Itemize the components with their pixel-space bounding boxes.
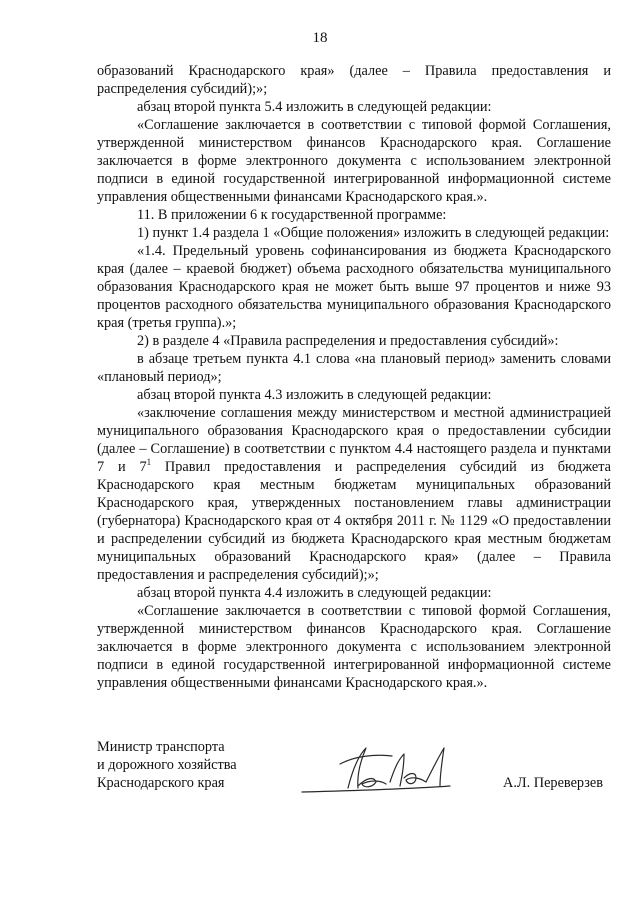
paragraph-4: 11. В приложении 6 к государственной программе: [137, 207, 447, 223]
handwritten-signature [300, 742, 470, 802]
page-number: 18 [312, 30, 328, 46]
signature-strokes [302, 748, 450, 792]
position-line-3: Краснодарского края [97, 775, 225, 791]
position-line-1: Министр транспорта [97, 739, 225, 755]
paragraph-10: абзац второй пункта 4.4 изложить в следующей редакции: [137, 585, 492, 601]
signatory-position [97, 738, 237, 792]
paragraph-7: 2) в разделе 4 «Правила распределения и предоставления субсидий»: [137, 333, 559, 349]
paragraph-6: «1.4. Предельный уровень софинансирования из бюджета Краснодарского края (далее – краевой бюджет) объема расходного обязательства муниципального образования Краснодарского края не может быть выше 97 процентов и ниже 93 процентов расходного обязательства муниципального образования Краснодарского края (третья группа).»; [97, 243, 611, 331]
position-line-2: и дорожного хозяйства [97, 757, 237, 773]
document-body [97, 62, 611, 692]
paragraph-1: образований Краснодарского края» (далее – Правила предоставления и распределения субсидий);»; [97, 63, 611, 97]
conclusion-text-end: Правил предоставления и распределения субсидий из бюджета Краснодарского края местным бюджетам муниципальных образований Краснодарского края, утвержденных постановлением главы администрации (губернатора) Краснодарского края от 4 октября 2011 г. № 1129 «О предоставлении и распределении субсидий из бюджета Краснодарского края местным бюджетам муниципальных образований Краснодарского края» (далее – Правила предоставления и распределения субсидий);»; [97, 459, 611, 583]
conclusion-text-start: «заключение соглашения между министерством и местной администрацией муниципального образования Краснодарского края о предоставлении субсидии (далее – Соглашение) в соответствии с пунктом 4.4 настоящего раздела и пунктами 7 и 7 [97, 405, 611, 475]
paragraph-9: абзац второй пункта 4.3 изложить в следующей редакции: [137, 387, 492, 403]
paragraph-conclusion [97, 404, 611, 584]
superscript-index: 1 [146, 457, 152, 467]
paragraph-5: 1) пункт 1.4 раздела 1 «Общие положения» изложить в следующей редакции: [137, 225, 610, 241]
paragraph-8: в абзаце третьем пункта 4.1 слова «на плановый период» заменить словами «плановый период»; [97, 351, 611, 385]
signer-name: А.Л. Переверзев [503, 775, 603, 791]
paragraph-2: абзац второй пункта 5.4 изложить в следующей редакции: [137, 99, 492, 115]
paragraph-3: «Соглашение заключается в соответствии с типовой формой Соглашения, утвержденной министерством финансов Краснодарского края. Соглашение заключается в форме электронного документа с использованием электронной подписи в единой государственной интегрированной информационной системе управления общественными финансами Краснодарского края.». [97, 117, 611, 205]
paragraph-11: «Соглашение заключается в соответствии с типовой формой Соглашения, утвержденной министерством финансов Краснодарского края. Соглашение заключается в форме электронного документа с использованием электронной подписи в единой государственной интегрированной информационной системе управления общественными финансами Краснодарского края.». [97, 603, 611, 691]
